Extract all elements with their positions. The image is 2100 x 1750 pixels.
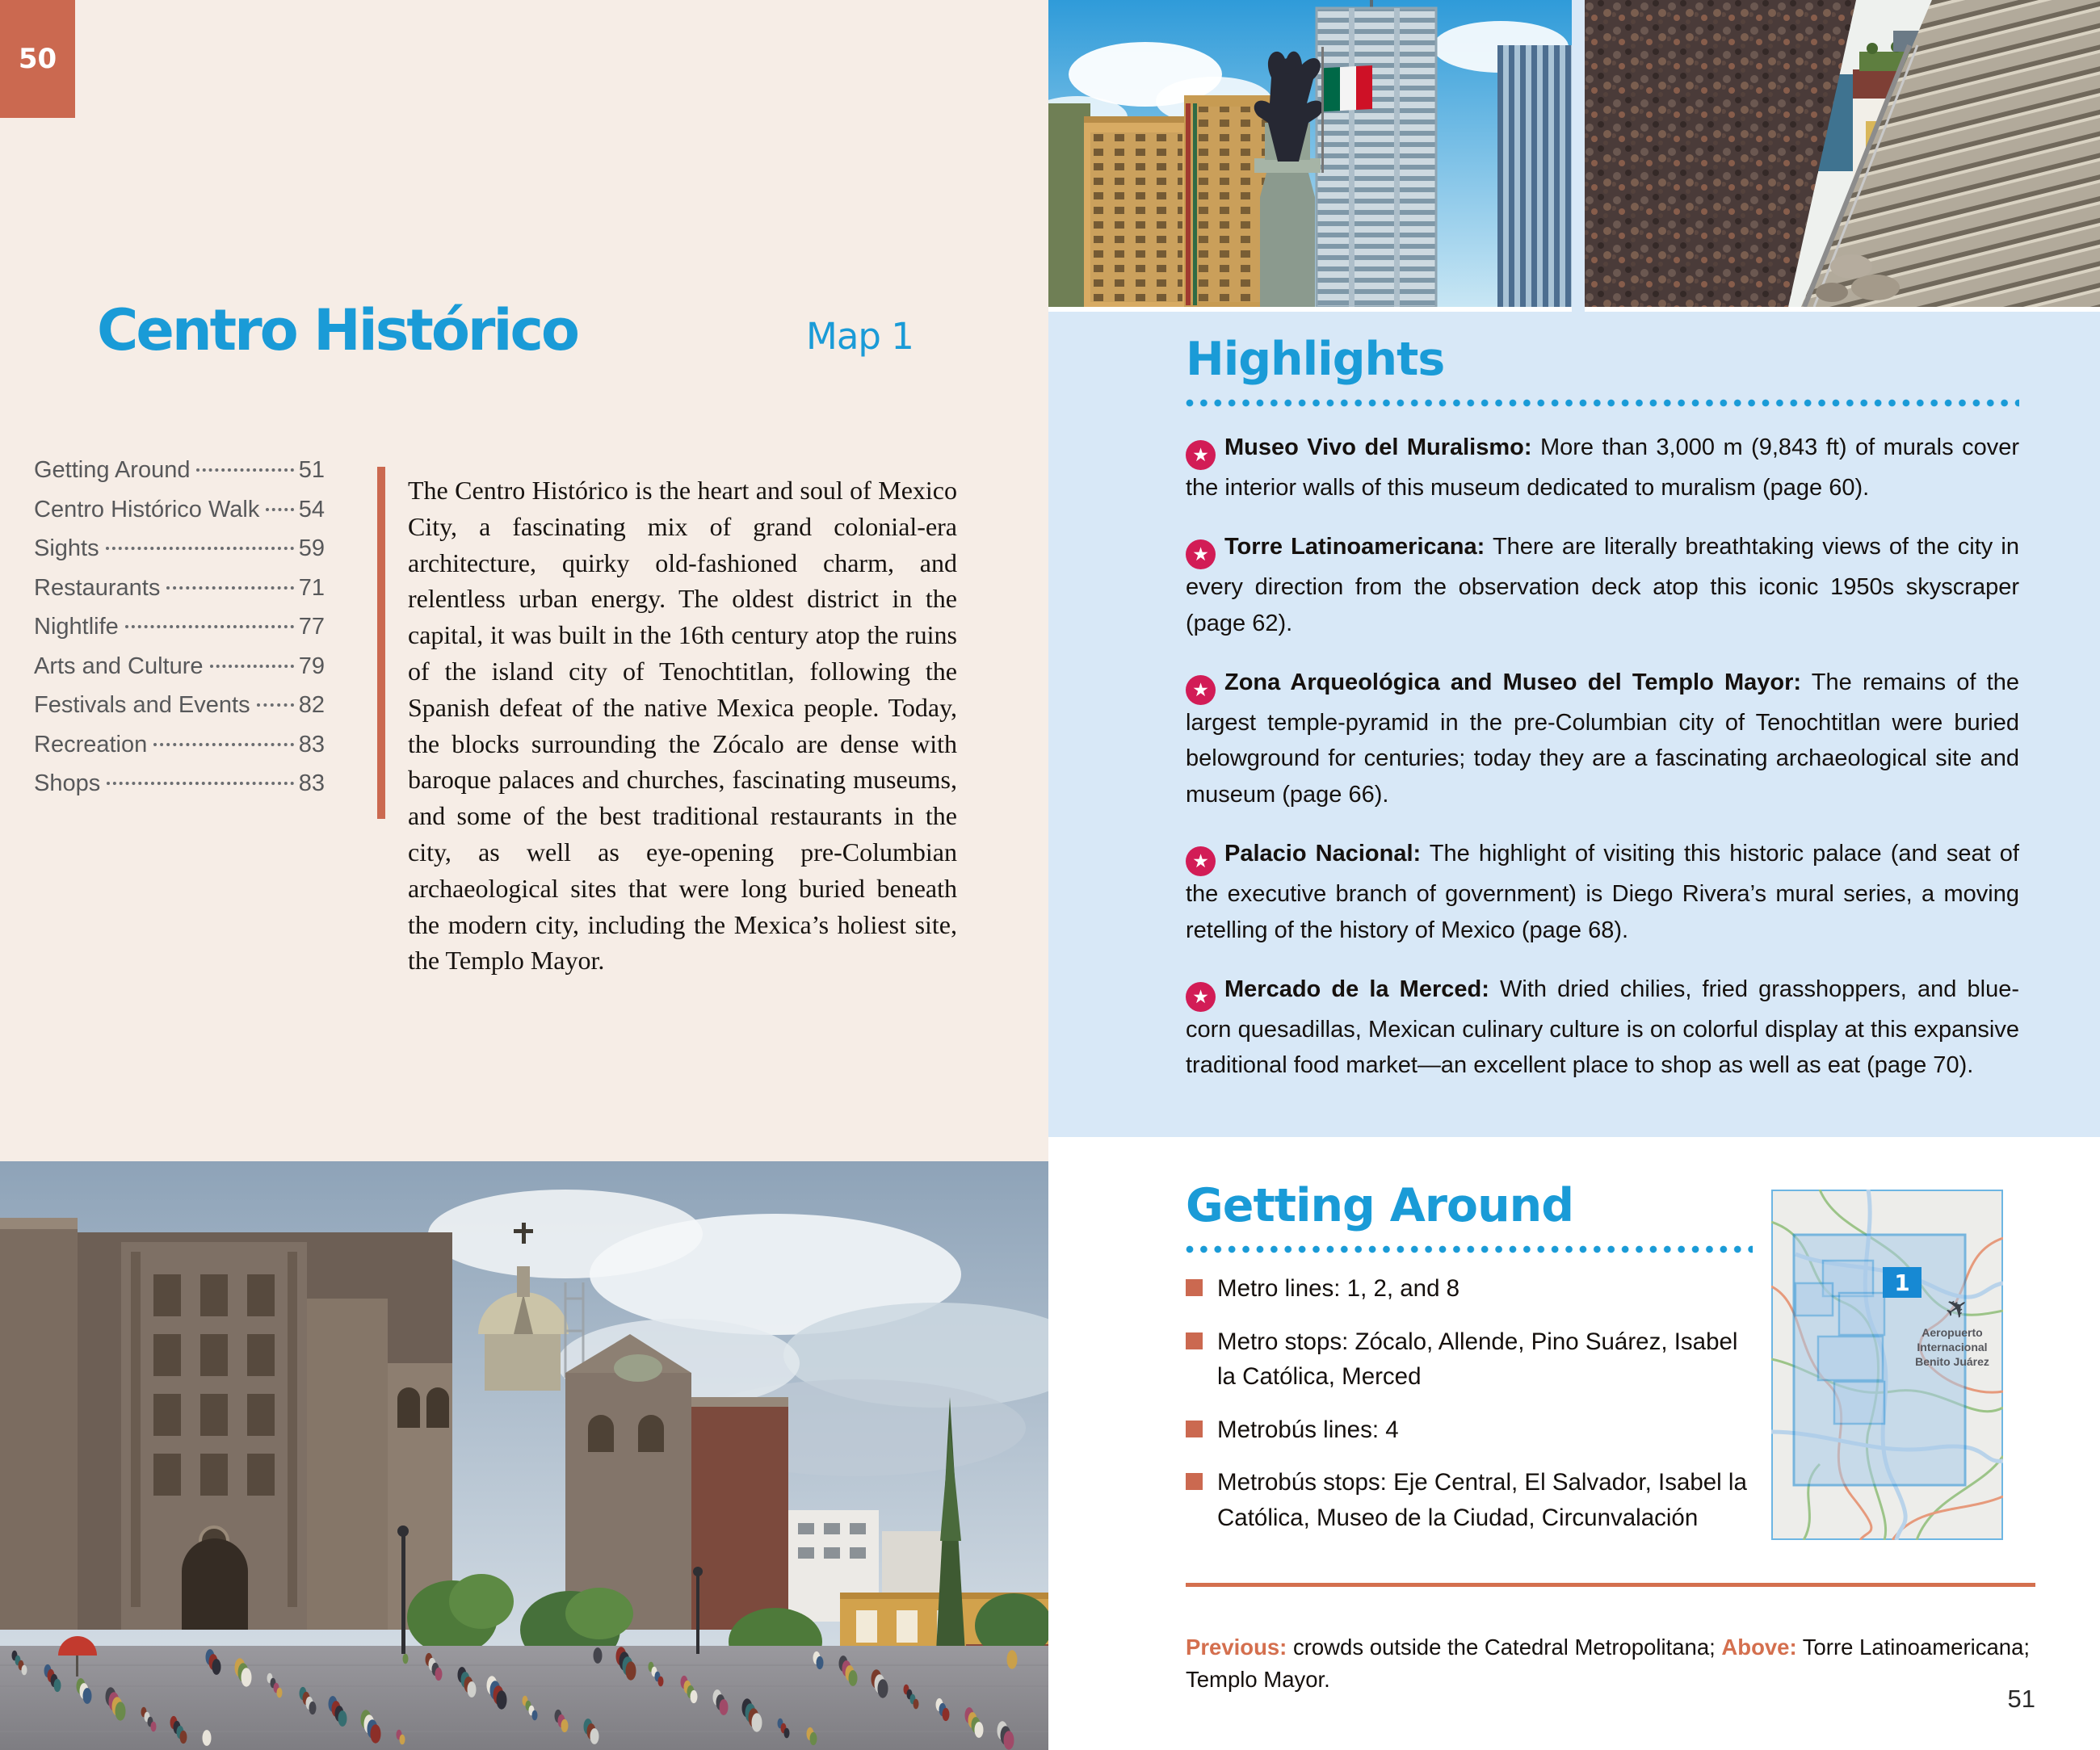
toc-leader-dots [166, 586, 293, 590]
highlight-name: Zona Arqueológica and Museo del Templo Mayor: [1224, 669, 1802, 695]
getting-around-heading: Getting Around [1186, 1179, 1574, 1232]
page-number-tab [0, 0, 75, 118]
toc-item-label: Centro Histórico Walk [34, 496, 260, 522]
caption-divider-rule [1186, 1583, 2035, 1587]
toc-item-label: Festivals and Events [34, 692, 250, 718]
dotted-rule [1186, 399, 2019, 407]
highlight-name: Palacio Nacional: [1224, 841, 1422, 867]
bullet-square-icon [1186, 1332, 1203, 1349]
getting-around-bullet [1186, 1465, 1753, 1535]
toc-leader-dots [196, 468, 293, 472]
toc-item [34, 770, 325, 810]
toc-item-label: Restaurants [34, 574, 161, 601]
airport-label-line: Benito Juárez [1915, 1355, 1989, 1368]
toc-item-page: 82 [298, 692, 325, 718]
catedral-plaza-illustration [0, 1161, 1048, 1750]
caption-above-label: Above: [1721, 1634, 1797, 1660]
highlight-text: There are literally breathtaking views of the city in every direction from the observation deck atop this iconic 1950s skyscraper (page 62). [1186, 534, 2019, 636]
airport-label-line: Aeropuerto [1922, 1326, 1983, 1339]
getting-around-section [1186, 1179, 1753, 1535]
bullet-square-icon [1186, 1421, 1203, 1437]
toc-item-label: Nightlife [34, 614, 119, 640]
highlight-text: With dried chilies, fried grasshoppers, and blue-corn quesadillas, Mexican culinary culture is on colorful display at this expansive traditional food market—an excellent place to shop as well as eat (page 70). [1186, 976, 2019, 1079]
toc-item [34, 653, 325, 693]
toc-item-page: 54 [298, 496, 325, 522]
bullet-square-icon [1186, 1279, 1203, 1296]
getting-around-bullet [1186, 1412, 1753, 1448]
highlight-name: Torre Latinoamericana: [1224, 534, 1485, 560]
toc-item-page: 79 [298, 653, 325, 679]
photo-torre-latinoamericana [1048, 0, 1572, 312]
caption-above-text: Torre Latinoamericana; Templo Mayor. [1186, 1634, 2031, 1692]
bullet-text: Metrobús stops: Eje Central, El Salvador, Isabel la Católica, Museo de la Ciudad, Circunvalación [1217, 1469, 1747, 1531]
toc-item-page: 59 [298, 535, 325, 561]
bullet-square-icon [1186, 1473, 1203, 1490]
toc-item [34, 614, 325, 653]
bullet-text: Metro stops: Zócalo, Allende, Pino Suárez, Isabel la Católica, Merced [1217, 1328, 1738, 1390]
toc-item-label: Sights [34, 535, 99, 561]
toc-leader-dots [153, 743, 293, 746]
caption-previous-text: crowds outside the Catedral Metropolitana; [1287, 1634, 1722, 1660]
page-number-51: 51 [2007, 1685, 2035, 1713]
photo-catedral-plaza [0, 1161, 1048, 1750]
toc-item-page: 77 [298, 614, 325, 640]
toc-leader-dots [257, 703, 294, 707]
page-number-50: 50 [18, 43, 57, 75]
star-icon: ★ [1186, 675, 1216, 705]
toc-item-page: 83 [298, 770, 325, 796]
star-icon: ★ [1186, 982, 1216, 1012]
dotted-rule [1186, 1245, 1753, 1253]
bullet-text: Metrobús lines: 4 [1217, 1416, 1399, 1443]
map-callout-number: 1 [1894, 1269, 1910, 1296]
highlight-item [1186, 665, 2019, 812]
map-thumbnail-graphic [1771, 1190, 2003, 1540]
toc-item [34, 535, 325, 575]
right-page [1048, 0, 2100, 1750]
bullet-text: Metro lines: 1, 2, and 8 [1217, 1275, 1460, 1302]
highlight-item [1186, 836, 2019, 948]
toc-item [34, 497, 325, 536]
highlights-section [1186, 333, 2019, 1107]
toc-item-label: Shops [34, 770, 101, 796]
table-of-contents [34, 457, 325, 810]
map-thumbnail [1771, 1190, 2003, 1540]
intro-paragraph: The Centro Histórico is the heart and soul of Mexico City, a fascinating mix of grand colonial-era architecture, quirky old-fashioned charm, and relentless urban energy. The oldest district in the capital, it was built in the 16th century atop the ruins of the island city of Tenochtitlan, following the Spanish defeat of the native Mexica people. Today, the blocks surrounding the Zócalo are dense with baroque palaces and churches, fascinating museums, and some of the best traditional restaurants in the city, as well as eye-opening pre-Columbian archaeological sites that were long buried beneath the modern city, including the Mexica’s holiest site, the Templo Mayor. [408, 476, 957, 976]
toc-leader-dots [210, 665, 294, 668]
left-page [0, 0, 1048, 1750]
toc-leader-dots [106, 547, 294, 550]
photo-templo-mayor [1585, 0, 2100, 312]
highlight-name: Museo Vivo del Muralismo: [1224, 434, 1532, 460]
toc-item-label: Getting Around [34, 457, 191, 483]
highlight-text: The remains of the largest temple-pyramid in the pre-Columbian city of Tenochtitlan were buried belowground for centuries; today they are a fascinating archaeological site and museum (page 66). [1186, 669, 2019, 808]
templo-mayor-illustration [1585, 0, 2100, 307]
getting-around-bullet [1186, 1324, 1753, 1395]
toc-item [34, 692, 325, 732]
toc-item-page: 83 [298, 731, 325, 757]
toc-leader-dots [125, 625, 294, 628]
highlights-heading: Highlights [1186, 333, 1445, 386]
map-reference-label: Map 1 [806, 315, 914, 358]
highlight-text: The highlight of visiting this historic palace (and seat of the executive branch of government) is Diego Rivera’s mural series, a moving retelling of the history of Mexico (page 68). [1186, 841, 2019, 943]
caption-previous-label: Previous: [1186, 1634, 1287, 1660]
toc-item [34, 457, 325, 497]
star-icon: ★ [1186, 440, 1216, 470]
torre-latinoamericana-illustration [1048, 0, 1572, 307]
page-title: Centro Histórico [97, 297, 578, 363]
toc-item [34, 732, 325, 771]
toc-item-label: Recreation [34, 731, 148, 757]
airplane-icon: ✈ [1938, 1289, 1976, 1328]
highlight-item [1186, 529, 2019, 641]
highlight-item [1186, 430, 2019, 506]
toc-item [34, 575, 325, 615]
vertical-divider [377, 467, 385, 819]
toc-item-page: 71 [298, 574, 325, 601]
toc-item-label: Arts and Culture [34, 653, 204, 679]
highlight-text: More than 3,000 m (9,843 ft) of murals cover the interior walls of this museum dedicated to muralism (page 60). [1186, 434, 2019, 501]
star-icon: ★ [1186, 846, 1216, 876]
highlight-item [1186, 972, 2019, 1084]
highlight-name: Mercado de la Merced: [1224, 976, 1489, 1002]
toc-leader-dots [266, 508, 293, 511]
toc-leader-dots [107, 782, 294, 785]
toc-item-page: 51 [298, 457, 325, 483]
getting-around-bullet [1186, 1271, 1753, 1307]
airport-label-line: Internacional [1917, 1341, 1988, 1353]
star-icon: ★ [1186, 539, 1216, 569]
